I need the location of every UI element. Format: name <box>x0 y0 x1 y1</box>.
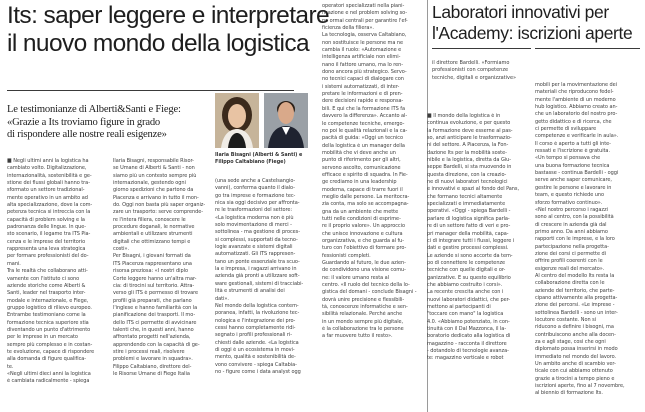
text-line: do. Oggi non basta più saper organiz- <box>113 202 206 209</box>
text-line: vanni), conferma quanto il dialo- <box>215 185 295 192</box>
headline-line: Laboratori innovativi per <box>432 2 609 22</box>
article-column-2 <box>113 158 211 378</box>
text-line: sempre più complesso e in costan- <box>7 341 93 348</box>
text-line: nologica e l'integrazione dei pro- <box>215 317 296 324</box>
text-line: ficazione e nel problem solving so- <box>322 10 408 17</box>
text-line: re il proprio valore». Un approccio <box>322 223 405 230</box>
text-line: non sostituisce le persone ma ne <box>322 39 404 46</box>
text-line: segnato i profili professionali ri- <box>215 332 292 339</box>
headline-line: l'Academy: iscrizioni aperte <box>432 22 633 43</box>
text-line: contribuiscono anche alla docen- <box>535 331 616 338</box>
text-line: Santi, leader nel trasporto inter- <box>7 290 86 297</box>
text-line: se Umane di Alberti & Santi - non <box>113 165 195 172</box>
text-line: Al centro del modello Its resta la <box>535 272 615 279</box>
text-line: dere decisioni rapide e responsa- <box>322 98 404 105</box>
headline-line: il nuovo mondo della logistica <box>7 30 310 57</box>
portrait-photo-caltabiano <box>264 93 308 148</box>
text-line: diplomato possa inserirsi in modo <box>535 346 618 353</box>
text-line: che abbiamo costruito i corsi». <box>427 281 503 288</box>
text-line: - dotandolo di tecnologie avanza- <box>427 348 509 354</box>
headline-line: Its: saper leggere e interpretare <box>7 2 330 29</box>
text-line: esigenze reali del mercato». <box>535 265 605 272</box>
text-line: dati». <box>215 295 229 302</box>
text-line: ci permette di sviluppare <box>535 126 597 133</box>
text-line: alla domanda di figure qualifica- <box>7 356 87 363</box>
subhead-line: Le testimonianze di Alberti&Santi e Fiege: <box>7 104 181 115</box>
text-line: pacità di guida: «Oggi un tecnico <box>322 135 403 142</box>
text-line: Entrambe testimoniano come la <box>7 312 86 319</box>
text-line: capacità di problem solving e la <box>7 216 85 223</box>
text-line: nuovi laboratori didattici, che per- <box>427 296 510 303</box>
text-line: dono ancora più strategico. Servo- <box>322 69 407 76</box>
text-line: cia: di tirocini sul territorio. Attra- <box>113 282 195 289</box>
text-line: i sistemi automatizzati, di inter- <box>322 83 400 90</box>
text-line: ambientali e utilizzare strumenti <box>113 231 193 238</box>
text-line: stione dei flussi globali hanno tra- <box>7 180 90 187</box>
text-line: so, anzi anticipare le trasformazio- <box>427 135 512 142</box>
text-line: solo movimentazione di merci - <box>215 222 292 229</box>
text-line: aziende storiche come Alberti & <box>7 282 86 289</box>
text-line: zia conta, ma solo se accompagna- <box>322 201 409 208</box>
text-line: pianificazione dei trasporti. Il mo- <box>113 312 196 319</box>
text-line: no poi le qualità relazionali e la ca- <box>322 127 408 134</box>
text-line: no tecnici capaci di dialogare con <box>322 76 404 83</box>
text-line: ganizzative. È su questo equilibrio <box>427 274 511 281</box>
text-line: hub logistico. Abbiamo creato an- <box>535 104 618 111</box>
text-line: materiali che riproducono fedel- <box>535 89 614 96</box>
text-line: di oggi è un ecosistema in movi- <box>215 346 295 353</box>
text-line: «Nel nostro percorso i ragazzi <box>535 206 608 213</box>
text-line: tecniche con quelle digitali e or- <box>427 267 506 274</box>
text-line: professionisti con competenze <box>432 67 509 74</box>
text-line: si complessi, supportati da tecno- <box>215 236 298 243</box>
text-line: ge crediamo in una leadership <box>322 179 397 186</box>
text-line: bili. È qui che la formazione ITS fa <box>322 105 405 112</box>
text-line: parlare di logistica significa parla- <box>427 215 510 222</box>
text-line: zione dei corsi ci permette di <box>535 250 606 257</box>
text-line: che formano tecnici altamente <box>427 193 503 200</box>
text-line: profili già preparati, che parlano <box>113 297 192 304</box>
text-line: competenze e verificarle in aula». <box>535 133 619 140</box>
text-line: la formazione deve esserne al pas- <box>427 127 513 134</box>
text-line: a far muovere tutto il resto». <box>322 333 393 340</box>
text-line: Guardando al futuro, le due azien- <box>322 260 406 267</box>
text-line: Un ambito anche di scambio ver- <box>535 361 616 368</box>
text-line: cipano attivamente alla progetta- <box>535 294 618 301</box>
article-column-4 <box>322 3 425 341</box>
text-line: rappresenta una leva strategica <box>7 246 86 253</box>
text-line: per formare professionisti del do- <box>7 253 89 260</box>
text-line: meglio dalle persone. La meritocra- <box>322 193 410 200</box>
text-line: La recente crescita anche con i <box>427 289 504 296</box>
text-line: primo anno. Da anni abbiamo <box>535 228 608 235</box>
text-line: digitali che ottimizzano tempi e <box>113 238 191 245</box>
text-line: sono al centro, con la possibilità <box>535 214 614 221</box>
headline-rule <box>535 48 640 49</box>
text-line: padronanza delle lingue. In que- <box>7 224 87 231</box>
text-line: mettono ai partecipanti di <box>427 303 491 310</box>
text-line: davvero la differenza». Accanto al- <box>322 113 408 120</box>
text-line: re l'intera filiera, conoscere le <box>113 216 186 223</box>
text-line: problemi e lavorare in squadra». <box>113 356 193 363</box>
text-line: che unisce innovazione e cultura <box>322 230 403 237</box>
text-line: nica sia oggi decisivo per affronta- <box>215 200 300 207</box>
text-line: ressati e l'iscrizione è gratuita. <box>535 148 610 155</box>
headline-rule <box>432 48 531 49</box>
text-line: efficace e spirito di squadra. In Fie- <box>322 171 408 178</box>
text-line: mobili per la movimentazione dei <box>535 82 617 88</box>
text-line: te. <box>7 363 14 370</box>
text-line: petenza tecnica si intreccia con la <box>7 209 91 216</box>
text-line: formazione tecnica superiore stia <box>7 319 89 326</box>
text-line: Filippo Caltabiano, direttore del- <box>113 363 192 370</box>
text-line: «Un tempo si pensava che <box>535 155 601 162</box>
text-line: la e impresa, i ragazzi arrivano in <box>215 266 297 273</box>
text-line: zione dei percorsi. «Le imprese - <box>535 302 615 309</box>
text-line: ficienza della filiera». <box>322 25 374 32</box>
text-line: Nel mondo della logistica contem- <box>215 302 299 309</box>
text-line: magazzino - racconta il direttore <box>427 340 507 347</box>
text-line: gestire le persone e lavorare in <box>535 184 612 191</box>
text-line: tecniche, digitali e organizzative» <box>432 74 517 81</box>
text-line: sto scenario, il legame tra ITS Pia- <box>7 231 91 238</box>
text-line: La tecnologia, osserva Caltabiano, <box>322 32 407 39</box>
text-line: è la collaborazione tra le persone <box>322 326 404 333</box>
text-line: dovrà unire precisione e flessibili- <box>322 296 405 303</box>
text-line: sottolinea Bardelli - sono un inter- <box>535 309 618 316</box>
text-line: sforzo formativo continuo». <box>535 199 603 206</box>
text-line: ne di nuovi laboratori tecnologici <box>427 179 508 186</box>
text-line: moderna, capace di trarre fuori il <box>322 186 403 193</box>
text-line: ci di integrare tutti i flussi, leggere i <box>427 237 515 244</box>
text-line: di crescere in azienda già dal <box>535 221 607 228</box>
text-line: offrire profili coerenti con le <box>535 258 603 265</box>
text-line: immediato nel mondo del lavoro. <box>535 353 617 360</box>
text-line: giorno spedizioni che partono da <box>113 187 194 194</box>
text-line: ne: il valore umano resta al <box>322 274 390 281</box>
text-line: fessionisti completi. <box>322 252 371 259</box>
text-line: locutore costante. Non si <box>535 317 596 323</box>
text-line: "toccare con mano" la logistica <box>427 311 504 318</box>
text-line: le competenze tecniche, emergo- <box>322 120 405 127</box>
text-line: tutti nelle condizioni di esprime- <box>322 215 401 222</box>
text-line: gna da un ambiente che mette <box>322 208 399 215</box>
text-line: diventando un punto d'attrimento <box>7 326 91 333</box>
text-line: «La logistica moderna non è più <box>215 214 294 221</box>
text-line: modale e internazionale, e Fiege, <box>7 297 89 304</box>
text-line: gruppo logistico di rilievo europeo. <box>7 304 92 311</box>
text-line: Piacenza e arrivano in tutto il mon- <box>113 194 199 201</box>
text-line: è cambiata radicalmente - spiega <box>7 378 90 385</box>
text-line: apprendendo con la capacità di ge- <box>113 341 200 348</box>
article-headline-right <box>432 2 640 43</box>
text-line: re le trasformazioni del settore: <box>215 207 293 214</box>
text-line: za e agli stage, così che ogni <box>535 339 606 346</box>
text-line: gistica del domani - conclude Bisagni - <box>322 289 417 296</box>
text-line: lità e strumenti di analisi dei <box>215 288 285 295</box>
text-line: intelligenza artificiale non elimi- <box>322 54 401 61</box>
headline-rule <box>7 90 294 91</box>
text-line: risorsa preziosa: «I nostri diplo <box>113 268 188 275</box>
text-line: pri manager della mobilità, capa- <box>427 230 509 237</box>
caption-line: Filippo Caltabiano (Fiege) <box>215 159 286 166</box>
text-line: te evoluzione, capace di rispondere <box>7 348 95 355</box>
text-line: mento, qualità e sostenibilità de- <box>215 354 296 361</box>
text-line: aziende del territorio, che parte- <box>535 287 615 294</box>
text-line: internazionalità, sostenibilità e ge- <box>7 172 92 179</box>
photo-caption <box>215 152 315 166</box>
text-line: tinuità con il Dal Mazzonca, il la- <box>427 325 507 332</box>
subhead-line: di rispondere alle nostre reali esigenze» <box>7 129 167 141</box>
text-line: verso gli ITS è permesso di trovare <box>113 290 199 297</box>
text-line: serve anche saper comunicare, <box>535 177 612 184</box>
text-line: azienda già pronti a utilizzare soft- <box>215 273 300 280</box>
text-line: cenza e le imprese del territorio <box>7 238 86 245</box>
text-line: partecipazione nella progetta- <box>535 243 609 250</box>
text-line: Ilaria Bisagni, responsabile Risor- <box>113 158 194 164</box>
text-line: ware gestionali, sistemi di tracciabi- <box>215 280 304 287</box>
text-line: 4.0. «Abbiamo potenziato, in con- <box>427 318 510 325</box>
text-line: Corte leggere hanno un'altra mar- <box>113 275 197 282</box>
text-line: getto didattico e di ricerca, che <box>535 118 612 125</box>
text-line: Tra le realtà che collaborano atti- <box>7 268 88 275</box>
text-line: vamente con l'istituto ci sono <box>7 275 80 282</box>
article-column-5 <box>427 113 530 363</box>
text-line: collaborazione diretta con le <box>535 280 605 287</box>
article-lead <box>432 60 532 82</box>
text-line: dazione Its per la mobilità soste- <box>427 149 507 156</box>
text-line: mobilità che vi deve anche un <box>322 149 396 156</box>
text-line: sottolinea - ma gestione di proces- <box>215 229 300 236</box>
text-line: mente l'ambiente di un moderno <box>535 96 616 103</box>
text-line: no ormai centrali per garantire l'ef- <box>322 17 408 24</box>
text-line: pretare le informazioni e di pren- <box>322 91 403 98</box>
text-line: che un laboratorio del nostro pro- <box>535 111 618 118</box>
text-line: Le aziende si sono accorte da tem- <box>427 252 513 259</box>
text-line: riducono a definire i bisogni, ma <box>535 324 614 331</box>
text-line: al biennio di formazione Its. <box>535 390 603 397</box>
text-line: e innovativi e spazi al fondo del Pans, <box>427 186 520 193</box>
text-line: sformato un settore tradizional- <box>7 187 85 194</box>
text-line: iscrizioni aperte, fino al 7 novembre, <box>535 383 625 390</box>
text-line: vono convivere - spiega Caltabia- <box>215 361 297 368</box>
text-line: operatori specializzati nella piani- <box>322 3 405 9</box>
text-line: Per Bisagni, i giovani formati da <box>113 253 191 260</box>
text-line: della logistica è un manager della <box>322 142 405 149</box>
text-line: cambiato volto. Digitalizzazione, <box>7 165 87 172</box>
text-line: l'inglese e hanno familiarità con la <box>113 304 198 311</box>
text-line: costi». <box>113 246 130 253</box>
text-line: talenti che, in questi anni, hanno <box>113 326 194 333</box>
text-line: ■ Il mondo della logistica è in <box>427 113 501 119</box>
text-line: re di un settore fatto di veri e pro- <box>427 223 511 230</box>
text-line: alta specializzazione, dove la com- <box>7 202 93 209</box>
text-line: centro. «Il ruolo del tecnico della lo- <box>322 282 410 289</box>
text-line: go tra imprese e formazione tec- <box>215 192 296 199</box>
text-line: logie avanzate e sistemi digitali <box>215 244 293 251</box>
text-line: chiesti dalle aziende. «La logistica <box>215 339 299 346</box>
text-line: (una sede anche a Castelsangio- <box>215 178 296 184</box>
text-line: rapporti con le imprese, e la loro <box>535 236 615 243</box>
text-line: no - figure come i data analyst ogg <box>215 368 301 375</box>
text-line: per le imprese in un mercato <box>7 334 78 341</box>
text-line: organizzativa, e che guarda al fu- <box>322 238 405 244</box>
text-line: Il corso è aperto a tutti gli inte- <box>535 140 611 147</box>
text-line: zare un trasporto: serve comprende- <box>113 209 203 216</box>
text-line: dello ITS ci permette di avvicinare <box>113 319 197 326</box>
text-line: le Risorse Umane di Fiege Italia <box>113 370 190 377</box>
text-line: ITS Piacenza rappresentano una <box>113 260 192 267</box>
text-line: in un mondo sempre più digitale, <box>322 318 404 325</box>
text-line: operativi. «Oggi - spiega Bardelli - <box>427 208 511 215</box>
text-line: automatizzati. Gli ITS rappresen- <box>215 251 296 258</box>
text-line: grazie a tirocini a tempo pieno e <box>535 375 615 382</box>
text-line: turo con l'obiettivo di formare pro- <box>322 245 407 252</box>
text-line: boratorio dedicato alla logistica di <box>427 333 511 340</box>
text-line: bastasse - continua Bardelli - oggi <box>535 170 619 177</box>
text-line: punto di riferimento per gli altri, <box>322 157 401 164</box>
text-line: de condividono una visione comu- <box>322 267 406 274</box>
text-line: cambia il ruolo: «Automazione e <box>322 47 402 54</box>
text-line: questa direzione, con la creazio- <box>427 171 507 178</box>
text-line: il direttore Bardelli. «Formiamo <box>432 60 510 66</box>
text-line: specializzati e immediatamente <box>427 201 506 208</box>
text-line: team, e questo richiede uno <box>535 192 605 199</box>
subhead-line: «Grazie a Its troviamo figure in grado <box>7 116 161 128</box>
article-column-3 <box>215 178 318 376</box>
text-line: mente operativo in un ambito ad <box>7 194 88 201</box>
text-line: ■ Negli ultimi anni la logistica ha <box>7 158 89 164</box>
text-line: una buona formazione tecnica <box>535 162 610 169</box>
text-line: sibilità relazionale. Perché anche <box>322 311 403 318</box>
text-line: te: magazzino verticale e robot <box>427 355 504 362</box>
text-line: seppe Bardelli, si sta muovendo in <box>427 164 512 171</box>
text-line: «Negli ultimi dieci anni la logistica <box>7 370 91 377</box>
text-line: affrontato progetti nell'azienda, <box>113 334 191 341</box>
text-line: po di connettere le competenze <box>427 259 506 266</box>
text-line: internazionale, gestendo ogni <box>113 180 186 187</box>
text-line: procedure doganali, le normative <box>113 224 195 231</box>
text-line: nibile e la logistica, diretta da Giu- <box>427 157 511 164</box>
text-line: siamo più un contesto sempre più <box>113 172 197 179</box>
text-line: tano un ponte essenziale tra scuo- <box>215 258 300 265</box>
text-line: poranea, infatti, la rivoluzione tec- <box>215 310 300 317</box>
text-line: ni del settore. A Piacenza, la Fon- <box>427 142 509 149</box>
article-column-1 <box>7 158 109 386</box>
text-line: continua evoluzione, e per questo <box>427 120 511 127</box>
text-line: mani. <box>7 260 21 267</box>
caption-line: Ilaria Bisagni (Alberti & Santi) e <box>215 152 303 158</box>
text-line: servono ascolto, comunicazione <box>322 164 401 171</box>
text-line: dati e gestire processi complessi. <box>427 245 509 252</box>
portrait-photo-bisagni <box>215 93 259 148</box>
article-column-6 <box>535 82 640 398</box>
article-headline <box>7 2 330 58</box>
text-line: nano il fattore umano, ma lo ren- <box>322 61 404 68</box>
text-line: stire i processi reali, risolvere <box>113 348 185 355</box>
article-subhead <box>7 104 212 142</box>
text-line: cessi hanno completamente ridi- <box>215 324 296 331</box>
text-line: tà, conoscenze informatiche e sen- <box>322 304 408 311</box>
text-line: ticale con cui abbiamo ottenuto <box>535 368 613 375</box>
